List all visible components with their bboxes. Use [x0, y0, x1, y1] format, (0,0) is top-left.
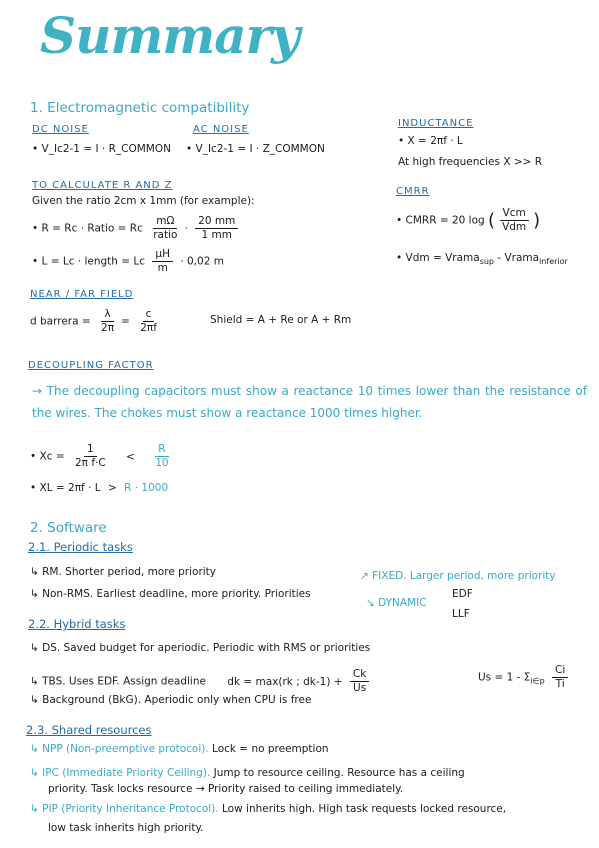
xc-prefix: • Xc =	[30, 450, 65, 463]
calc-given: Given the ratio 2cm x 1mm (for example):	[32, 195, 255, 207]
us-frac-num: Ci	[552, 664, 568, 678]
periodic-non-rms: ↳ Non-RMS. Earliest deadline, more priority. Priorities	[30, 588, 311, 600]
hybrid-bkg: ↳ Background (BkG). Aperiodic only when CPU is free	[30, 694, 312, 706]
r-frac1-den: ratio	[153, 229, 178, 241]
nf-frac1-den: 2π	[101, 322, 115, 334]
inductance-label: INDUCTANCE	[398, 118, 474, 129]
l-frac-den: m	[157, 262, 168, 274]
shared-ipc-line2: priority. Task locks resource → Priority raised to ceiling immediately.	[48, 783, 404, 795]
cmrr-formula: • CMRR = 20 log ( $\frac{\text{Vcm}}{\text{Vdm}}$ )	[396, 207, 541, 233]
cmrr-frac-den: Vdm	[502, 221, 527, 233]
npp-rest: Lock = no preemption	[208, 743, 329, 755]
periodic-rm: ↳ RM. Shorter period, more priority	[30, 566, 217, 578]
nf-frac2-num: c	[143, 308, 155, 322]
r-fraction-1	[150, 215, 180, 242]
xc-compare: <	[126, 450, 135, 463]
dc-noise-label: DC NOISE	[32, 124, 89, 135]
vdm-prefix: • Vdm = Vrama	[396, 252, 480, 264]
l-frac-num: μH	[152, 248, 173, 262]
decoupling-label: DECOUPLING FACTOR	[28, 360, 154, 371]
shared-npp	[30, 743, 329, 755]
cmrr-fraction	[499, 207, 529, 234]
section-software-heading: 2. Software	[30, 520, 107, 536]
npp-head: ↳ NPP (Non-preemptive protocol).	[30, 743, 209, 755]
inductance-formula: • X = 2πf · L	[398, 135, 463, 147]
l-formula-prefix: • L = Lc · length = Lc	[32, 255, 146, 268]
vdm-sub-inferior: inferior	[539, 257, 568, 266]
shared-ipc	[30, 767, 465, 779]
section-emc-heading: 1. Electromagnetic compatibility	[30, 100, 250, 116]
vdm-sub-sup: sup	[479, 257, 495, 266]
ipc-head: ↳ IPC (Immediate Priority Ceiling).	[30, 767, 211, 779]
pip-rest: Low inherits high. High task requests locked resource,	[218, 803, 507, 815]
us-formula	[478, 664, 572, 691]
ac-noise-formula: • V_Ic2-1 = I · Z_COMMON	[186, 143, 325, 155]
page-title: Summary	[40, 6, 300, 65]
decoupling-text: → The decoupling capacitors must show a reactance 10 times lower than the resistance of the wires. The chokes must show a reactance 1000 times higher.	[32, 384, 587, 420]
periodic-fixed: ↗ FIXED. Larger period, more priority	[360, 570, 556, 582]
tbs-frac-den: Us	[353, 682, 367, 694]
xl-r: R · 1000	[124, 482, 169, 494]
d-barrera-label: d barrera	[30, 315, 79, 328]
pip-head: ↳ PIP (Priority Inheritance Protocol).	[30, 803, 219, 815]
ac-noise-label: AC NOISE	[193, 124, 249, 135]
tbs-prefix: ↳ TBS. Uses EDF. Assign deadline	[30, 675, 206, 688]
tbs-formula: dk = max(rk ; dk-1) +	[227, 675, 343, 688]
near-far-label: NEAR / FAR FIELD	[30, 289, 134, 300]
r-fraction-2	[195, 215, 238, 242]
r-frac2-den: 1 mm	[201, 229, 232, 241]
xc-r-fraction	[152, 443, 171, 470]
us-prefix: Us = 1 - Σ	[478, 671, 531, 684]
shared-pip-line2: low task inherits high priority.	[48, 822, 204, 834]
us-frac-den: Ti	[555, 678, 565, 690]
cmrr-label: CMRR	[396, 186, 430, 197]
us-fraction	[552, 664, 568, 691]
inductance-note: At high frequencies X >> R	[398, 156, 543, 168]
l-formula-suffix: · 0,02 m	[180, 255, 224, 268]
periodic-llf: LLF	[452, 608, 470, 620]
nf-frac1-num: λ	[101, 308, 113, 322]
r-frac2-num: 20 mm	[195, 215, 238, 229]
hybrid-ds: ↳ DS. Saved budget for aperiodic. Periodic with RMS or priorities	[30, 642, 371, 654]
periodic-edf: EDF	[452, 588, 473, 600]
r-formula-prefix: • R = Rc · Ratio = Rc	[32, 222, 143, 235]
nf-fraction-1	[98, 308, 117, 335]
tbs-fraction	[350, 668, 369, 695]
ipc-rest: Jump to resource ceiling. Resource has a ceiling	[210, 767, 465, 779]
periodic-label: 2.1. Periodic tasks	[28, 540, 133, 554]
calc-label: TO CALCULATE R AND Z	[32, 180, 173, 191]
vdm-mid: - Vrama	[494, 252, 540, 264]
xl-compare: >	[107, 482, 117, 494]
xc-frac-den: 2π f·C	[74, 457, 106, 469]
xc-r-den: 10	[155, 457, 169, 469]
shared-pip	[30, 803, 506, 815]
r-formula: • R = Rc · Ratio = Rc $\frac{m\Omega}{\text{ratio}}$ · $\frac{20 mm}{1 mm}$	[32, 215, 242, 242]
xc-frac-num: 1	[84, 443, 97, 457]
vdm-formula	[396, 252, 568, 266]
hybrid-label: 2.2. Hybrid tasks	[28, 617, 126, 631]
nf-fraction-2	[137, 308, 160, 335]
shared-label: 2.3. Shared resources	[26, 723, 152, 737]
tbs-frac-num: Ck	[350, 668, 369, 682]
xc-fraction	[72, 443, 109, 470]
r-frac1-num: mΩ	[153, 215, 177, 229]
near-far-formula: d barrera = $\frac{\lambda}{2\pi}$ = $\frac{c}{2\pi f}$	[30, 308, 164, 335]
shield-formula: Shield = A + Re or A + Rm	[210, 314, 352, 326]
xc-r-num: R	[155, 443, 168, 457]
periodic-dynamic: ↘ DYNAMIC	[366, 597, 427, 609]
xc-formula	[30, 443, 176, 470]
l-fraction	[152, 248, 173, 275]
hybrid-tbs	[30, 668, 373, 695]
l-formula	[32, 248, 224, 275]
us-sub: i∈p	[530, 676, 545, 686]
dc-noise-formula: • V_Ic2-1 = I · R_COMMON	[32, 143, 171, 155]
cmrr-frac-num: Vcm	[500, 207, 529, 221]
nf-frac2-den: 2πf	[140, 322, 157, 334]
cmrr-formula-prefix: • CMRR = 20 log	[396, 214, 485, 227]
xl-line: • XL = 2πf · L	[30, 482, 101, 494]
xl-formula	[30, 482, 168, 494]
